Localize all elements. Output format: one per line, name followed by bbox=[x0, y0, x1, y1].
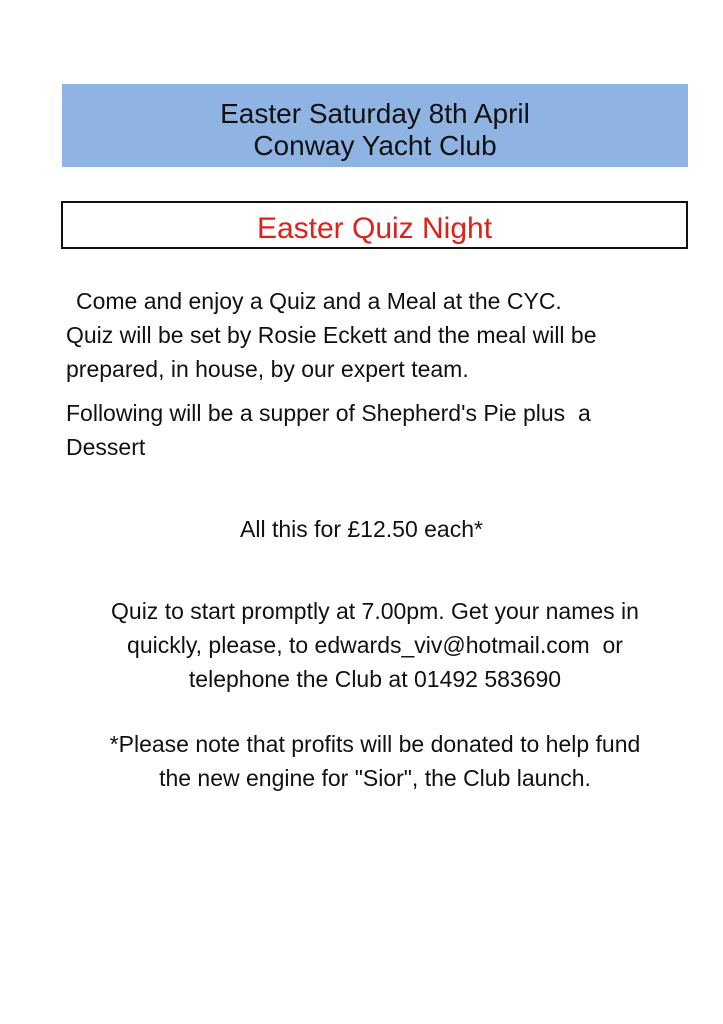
intro-line-1: Come and enjoy a Quiz and a Meal at the CYC. bbox=[76, 288, 562, 314]
note-line-2: the new engine for "Sior", the Club launch. bbox=[159, 765, 591, 791]
intro-line-2: Quiz will be set by Rosie Eckett and the meal will be bbox=[66, 322, 597, 348]
booking-line-2: quickly, please, to edwards_viv@hotmail.com or bbox=[127, 632, 623, 658]
price-text: All this for £12.50 each* bbox=[240, 516, 483, 542]
venue-name: Conway Yacht Club bbox=[253, 130, 497, 161]
supper-paragraph bbox=[66, 396, 696, 464]
header-band bbox=[62, 84, 688, 167]
event-date: Easter Saturday 8th April bbox=[220, 98, 530, 129]
booking-line-3: telephone the Club at 01492 583690 bbox=[188, 666, 562, 692]
supper-line-1: Following will be a supper of Shepherd's Pie plus a bbox=[66, 400, 591, 426]
booking-line-1: Quiz to start promptly at 7.00pm. Get your names in bbox=[111, 598, 639, 624]
title-box bbox=[61, 201, 688, 249]
booking-paragraph bbox=[40, 594, 710, 696]
supper-line-2: Dessert bbox=[66, 434, 146, 460]
event-title: Easter Quiz Night bbox=[256, 212, 493, 245]
profit-note bbox=[40, 727, 710, 795]
intro-line-3: prepared, in house, by our expert team. bbox=[66, 356, 469, 382]
note-line-1: *Please note that profits will be donated to help fund bbox=[109, 731, 641, 757]
intro-paragraph bbox=[66, 284, 696, 386]
